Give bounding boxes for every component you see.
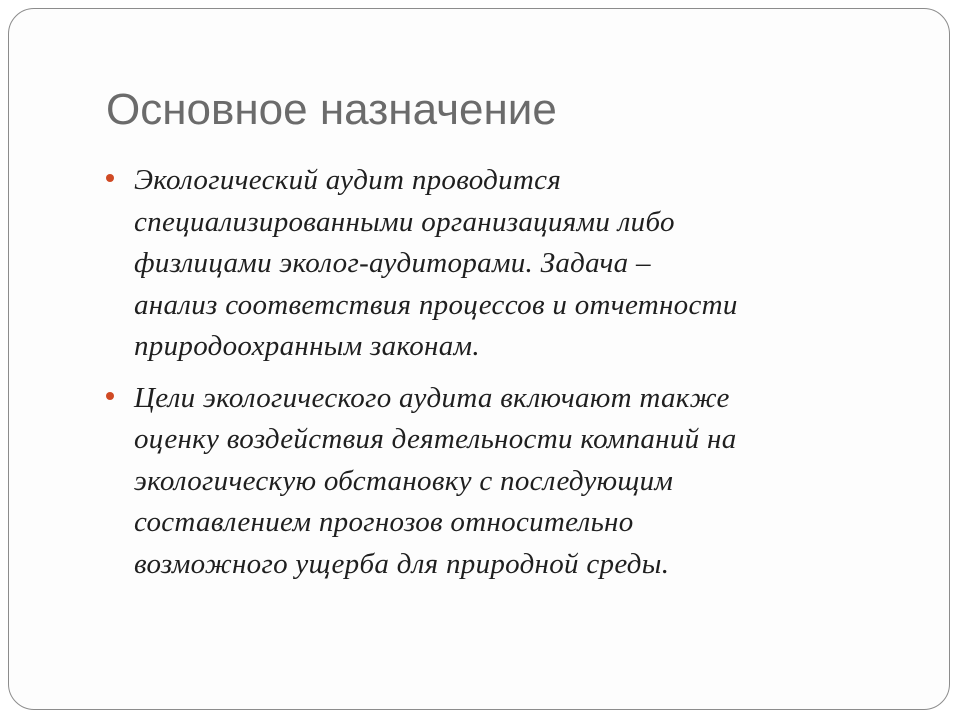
slide-title: Основное назначение: [106, 85, 557, 134]
bullet-dot-icon: [106, 392, 114, 400]
bullet-item: [106, 378, 906, 586]
bullet-list: [106, 160, 906, 595]
bullet-text: Экологический аудит проводится специализированными организациями либо физлицами эколог-аудиторами. Задача – анализ соответствия процессов и отчетности природоохранным законам.: [134, 164, 738, 362]
bullet-text: Цели экологического аудита включают также оценку воздействия деятельности компаний на экологическую обстановку с последующим составлением прогнозов относительно возможного ущерба для природной среды.: [134, 381, 737, 580]
bullet-item: [106, 160, 906, 368]
bullet-dot-icon: [106, 174, 114, 182]
